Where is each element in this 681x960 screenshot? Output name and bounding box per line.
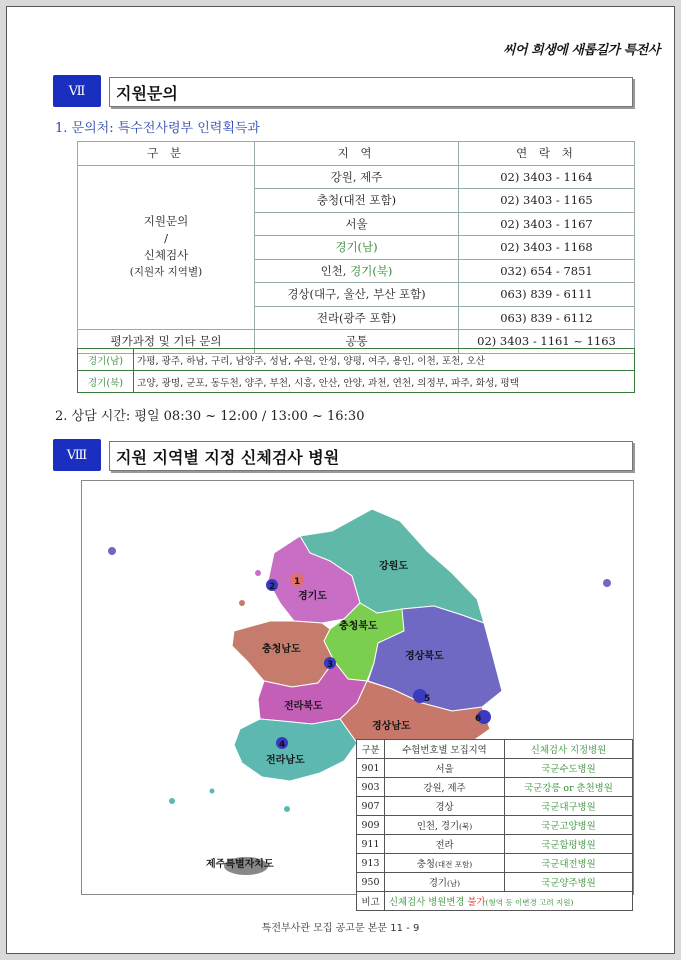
gyeonggi-south-label: 경기(남) xyxy=(78,349,134,371)
page-footer: 특전부사관 모집 공고문 본문 11 - 9 xyxy=(261,923,420,934)
marker-1-label: 1 xyxy=(294,577,301,587)
code-cell: 901 xyxy=(357,759,385,778)
label-gyeonggi: 경기도 xyxy=(298,591,327,602)
region-main: 경기 xyxy=(428,878,447,889)
hospital-cell: 국군강릉 or 춘천병원 xyxy=(505,778,633,797)
hospital-table xyxy=(356,739,633,911)
region-cell: 경기(남) xyxy=(255,236,459,260)
label-jeju: 제주특별자치도 xyxy=(206,859,274,870)
island-dot xyxy=(239,600,245,606)
region-cell: 서울 xyxy=(385,759,505,778)
contact-heading: 1. 문의처: 특수전사령부 인력획득과 xyxy=(55,121,260,136)
note-label: 비고 xyxy=(357,892,385,911)
category-line: 신체검사 xyxy=(143,248,189,263)
region-cell xyxy=(255,259,459,283)
table-row xyxy=(357,835,633,854)
consult-hours: 2. 상담 시간: 평일 08:30 ~ 12:00 / 13:00 ~ 16:30 xyxy=(55,409,365,424)
other-label: 평가과정 및 기타 문의 xyxy=(78,330,255,354)
gyeonggi-north-cities: 고양, 광명, 군포, 동두천, 양주, 부천, 시흥, 안산, 안양, 과천, 연천, 의정부, 파주, 화성, 평택 xyxy=(134,371,635,393)
header-category: 구 분 xyxy=(78,142,255,166)
region-sub: (남) xyxy=(447,879,461,888)
note-red: 불가 xyxy=(467,897,486,908)
section-8-title: 지원 지역별 지정 신체검사 병원 xyxy=(109,441,633,471)
region-main: 충청 xyxy=(416,859,435,870)
phone-cell: 063) 839 - 6112 xyxy=(459,306,635,330)
section-7-header xyxy=(53,75,643,107)
marker-6-label: 6 xyxy=(475,714,482,724)
table-row xyxy=(357,778,633,797)
code-cell: 907 xyxy=(357,797,385,816)
marker-3-label: 3 xyxy=(327,660,334,670)
region-cell: 강원, 제주 xyxy=(255,165,459,189)
marker-5-label: 5 xyxy=(424,694,431,704)
region-cell: 공통 xyxy=(255,330,459,354)
table-row xyxy=(78,371,635,393)
region-sub: (북) xyxy=(459,822,473,831)
table-row xyxy=(78,165,635,189)
code-cell: 913 xyxy=(357,854,385,873)
section-7-badge: Ⅶ xyxy=(53,75,101,107)
code-cell: 903 xyxy=(357,778,385,797)
island-dot xyxy=(255,570,261,576)
header-code: 구분 xyxy=(357,740,385,759)
region-cell: 강원, 제주 xyxy=(385,778,505,797)
code-cell: 909 xyxy=(357,816,385,835)
phone-cell: 02) 3403 - 1164 xyxy=(459,165,635,189)
note-cell xyxy=(385,892,633,911)
region-cell: 서울 xyxy=(255,212,459,236)
label-jeonnam: 전라남도 xyxy=(266,755,305,766)
category-slash: / xyxy=(164,231,168,246)
label-chungbuk: 충청북도 xyxy=(339,621,378,632)
region-main: 인천, 경기 xyxy=(416,821,460,832)
region-cell xyxy=(385,816,505,835)
header-hospital: 신체검사 지정병원 xyxy=(505,740,633,759)
region-cell: 경상 xyxy=(385,797,505,816)
marker-2-label: 2 xyxy=(269,582,276,592)
hospital-cell: 국군함평병원 xyxy=(505,835,633,854)
table-row xyxy=(357,873,633,892)
header-phone: 연 락 처 xyxy=(459,142,635,166)
hospital-cell: 국군고양병원 xyxy=(505,816,633,835)
category-line: 지원문의 xyxy=(143,214,189,229)
note-text: 신체검사 병원변경 xyxy=(389,897,468,908)
marker-4-label: 4 xyxy=(279,740,286,750)
island-dot xyxy=(210,789,215,794)
region-part-highlight: 경기(북) xyxy=(350,263,393,278)
region-cell: 경상(대구, 울산, 부산 포함) xyxy=(255,283,459,307)
contact-table xyxy=(77,141,635,354)
label-jeonbuk: 전라북도 xyxy=(284,701,323,712)
gyeonggi-cities-table xyxy=(77,348,635,393)
code-cell: 950 xyxy=(357,873,385,892)
slogan-logo: 씨어 희생에 새롭길가 특전사 xyxy=(503,43,660,58)
hospital-cell: 국군양주병원 xyxy=(505,873,633,892)
hospital-cell: 국군대구병원 xyxy=(505,797,633,816)
phone-cell: 02) 3403 - 1165 xyxy=(459,189,635,213)
hospital-cell: 국군수도병원 xyxy=(505,759,633,778)
category-line: (지원자 지역별) xyxy=(129,266,203,279)
island-dot xyxy=(108,547,116,555)
section-7-title: 지원문의 xyxy=(109,77,633,107)
label-gyeongnam: 경상남도 xyxy=(372,721,411,732)
label-chungnam: 충청남도 xyxy=(262,644,301,655)
section-8-header xyxy=(53,439,643,471)
region-cell xyxy=(385,854,505,873)
region-cell: 전라 xyxy=(385,835,505,854)
table-header-row xyxy=(357,740,633,759)
table-header-row xyxy=(78,142,635,166)
table-row xyxy=(357,816,633,835)
region-part: 인천, xyxy=(320,263,351,278)
gyeonggi-south-cities: 가평, 광주, 하남, 구리, 남양주, 성남, 수원, 안성, 양평, 여주, 용인, 이천, 포천, 오산 xyxy=(134,349,635,371)
code-cell: 911 xyxy=(357,835,385,854)
hospital-cell: 국군대전병원 xyxy=(505,854,633,873)
header-region: 지 역 xyxy=(255,142,459,166)
label-gyeongbuk: 경상북도 xyxy=(405,651,444,662)
document-page xyxy=(6,6,675,954)
header-region: 수험번호별 모집지역 xyxy=(385,740,505,759)
phone-cell: 02) 3403 - 1168 xyxy=(459,236,635,260)
phone-cell: 02) 3403 - 1167 xyxy=(459,212,635,236)
phone-cell: 063) 839 - 6111 xyxy=(459,283,635,307)
label-gangwon: 강원도 xyxy=(379,561,408,572)
table-row xyxy=(357,892,633,911)
island-dot xyxy=(603,579,611,587)
section-8-badge: Ⅷ xyxy=(53,439,101,471)
region-cell: 전라(광주 포함) xyxy=(255,306,459,330)
region-cell: 충청(대전 포함) xyxy=(255,189,459,213)
table-row xyxy=(357,759,633,778)
region-jeonnam xyxy=(234,719,357,781)
region-sub: (대전 포함) xyxy=(434,860,473,869)
island-dot xyxy=(284,806,290,812)
table-row xyxy=(357,854,633,873)
gyeonggi-north-label: 경기(북) xyxy=(78,371,134,393)
note-small: (형역 등 이변경 고려 지원) xyxy=(485,898,574,907)
phone-cell: 032) 654 - 7851 xyxy=(459,259,635,283)
island-dot xyxy=(169,798,175,804)
phone-cell: 02) 3403 - 1161 ~ 1163 xyxy=(459,330,635,354)
region-cell xyxy=(385,873,505,892)
table-row xyxy=(357,797,633,816)
table-row xyxy=(78,349,635,371)
category-cell xyxy=(78,165,255,330)
